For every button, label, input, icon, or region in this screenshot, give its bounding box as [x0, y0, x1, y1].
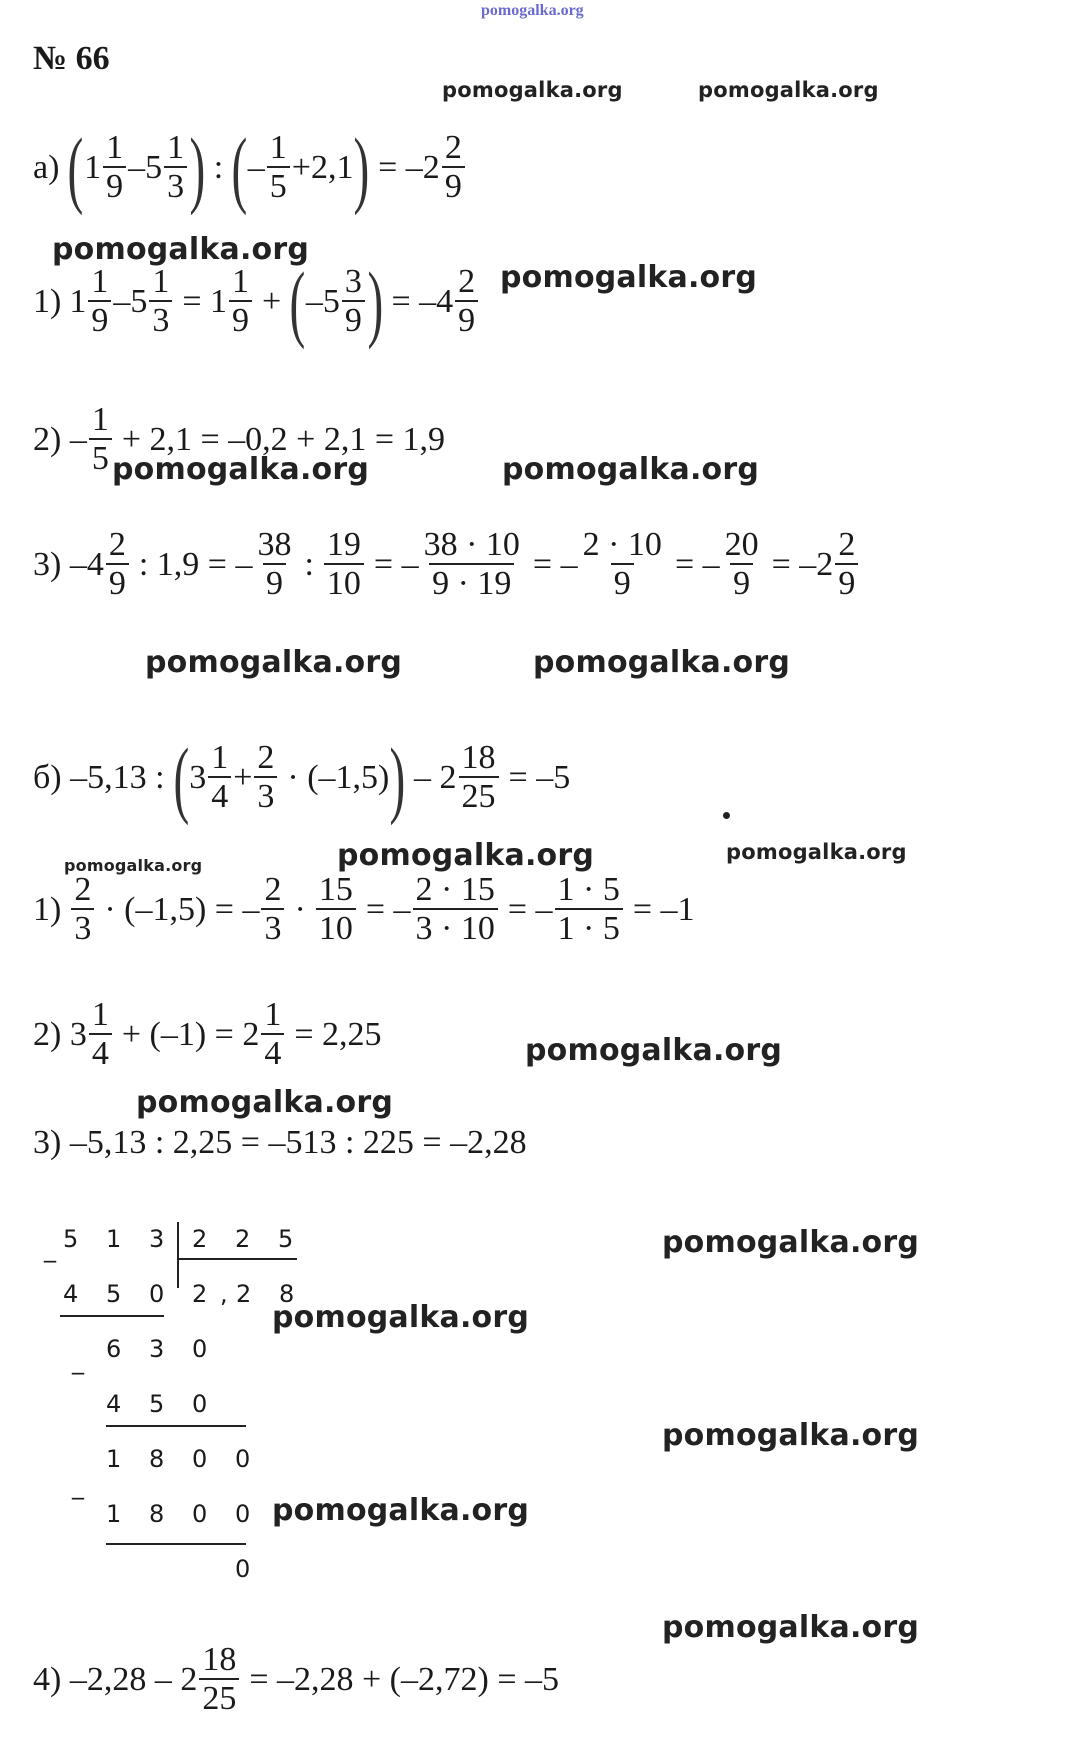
- subtract-row: 4 5 0: [63, 1280, 165, 1308]
- watermark: pomogalka.org: [442, 78, 623, 102]
- term: –: [247, 149, 265, 186]
- fraction: $\frac{20}{9}$: [724, 526, 759, 603]
- part-b-step-1: 1) $\frac{2}{3}$ · (–1,5) = – $\frac{2}{3}$ · $\frac{15}{10}$ = – $\frac{2 \cdot 15}{3 \cdot 10}$ = – $\frac{1 \cdot 5}{1 \cdot 5}$ = –1: [33, 871, 695, 948]
- paren-open: (: [67, 119, 84, 216]
- fraction: $\frac{2}{9}$: [106, 527, 129, 602]
- step-label: 4) –2,28 – 2: [33, 1661, 198, 1698]
- fraction: $\frac{2}{3}$: [254, 740, 277, 815]
- watermark: pomogalka.org: [698, 78, 879, 102]
- watermark: pomogalka.org: [533, 645, 791, 680]
- fraction: $\frac{19}{10}$: [324, 527, 364, 602]
- step-label: 3) –4: [33, 546, 104, 583]
- watermark: pomogalka.org: [136, 1085, 394, 1120]
- paren-open: (: [289, 253, 306, 350]
- dividend: 5 1 3: [63, 1225, 165, 1253]
- watermark: pomogalka.org: [272, 1300, 530, 1335]
- minus-sign: _: [44, 1235, 56, 1263]
- fraction: $\frac{1}{3}$: [164, 130, 187, 205]
- fraction: $\frac{1}{5}$: [267, 130, 290, 205]
- paren-close: ): [353, 119, 370, 216]
- site-watermark-top: pomogalka.org: [481, 2, 584, 19]
- subtract-row: 4 5 0: [106, 1390, 208, 1418]
- fraction: $\frac{2}{3}$: [71, 872, 94, 947]
- watermark: pomogalka.org: [726, 840, 907, 864]
- part-b-expression: б) –5,13 : ( 3 $\frac{1}{4}$ + $\frac{2}{3}$ · (–1,5) ) – 2 $\frac{18}{25}$ = –5: [33, 729, 571, 826]
- fraction: $\frac{18}{25}$: [459, 740, 499, 815]
- division-bar: [177, 1222, 179, 1288]
- fraction: $\frac{1}{4}$: [89, 997, 112, 1072]
- rule: [106, 1543, 246, 1545]
- fraction: $\frac{1}{9}$: [103, 130, 126, 205]
- watermark: pomogalka.org: [145, 645, 403, 680]
- part-b-step-3: 3) –5,13 : 2,25 = –513 : 225 = –2,28: [33, 1124, 527, 1161]
- term: = –2: [378, 149, 440, 186]
- watermark: pomogalka.org: [500, 260, 758, 295]
- watermark: pomogalka.org: [662, 1418, 920, 1453]
- fraction: $\frac{3}{9}$: [342, 264, 365, 339]
- fraction: $\frac{1}{9}$: [88, 264, 111, 339]
- operator: :: [213, 149, 224, 186]
- fraction: $\frac{2}{9}$: [835, 527, 858, 602]
- fraction: $\frac{2 \cdot 10}{9}$: [582, 526, 662, 603]
- watermark: pomogalka.org: [52, 232, 310, 267]
- fraction: $\frac{38}{9}$: [257, 526, 292, 603]
- paren-open: (: [231, 119, 248, 216]
- step-label: 2) –: [33, 421, 87, 458]
- fraction: $\frac{38 \cdot 10}{9 \cdot 19}$: [423, 526, 520, 603]
- term: –5: [128, 149, 163, 186]
- final-remainder: 0: [235, 1555, 251, 1583]
- fraction: $\frac{2}{9}$: [442, 130, 465, 205]
- part-a-step-2: 2) – $\frac{1}{5}$ + 2,1 = –0,2 + 2,1 = 1,9: [33, 401, 446, 478]
- dot-mark: [723, 812, 730, 819]
- part-b-step-2: 2) 3 $\frac{1}{4}$ + (–1) = 2 $\frac{1}{4}$ = 2,25: [33, 996, 382, 1073]
- fraction: $\frac{1}{4}$: [261, 997, 284, 1072]
- term: +2,1: [291, 149, 354, 186]
- part-a-expression: [33, 119, 467, 216]
- part-a-step-1: 1) 1 $\frac{1}{9}$ –5 $\frac{1}{3}$ = 1 $\frac{1}{9}$ + ( –5 $\frac{3}{9}$ ) = –4 $\frac{2}{9}$: [33, 262, 480, 342]
- rule: [60, 1315, 164, 1317]
- watermark: pomogalka.org: [662, 1610, 920, 1645]
- watermark: pomogalka.org: [525, 1033, 783, 1068]
- fraction: $\frac{2}{9}$: [455, 264, 478, 339]
- fraction: $\frac{2 \cdot 15}{3 \cdot 10}$: [413, 872, 498, 947]
- fraction: $\frac{1 \cdot 5}{1 \cdot 5}$: [555, 872, 623, 947]
- task-number: № 66: [33, 40, 110, 77]
- division-bar: [177, 1258, 297, 1260]
- subtract-row: 1 8 0 0: [106, 1500, 251, 1528]
- fraction: $\frac{1}{3}$: [149, 264, 172, 339]
- remainder-row: 6 3 0: [106, 1335, 208, 1363]
- part-b-label: б) –5,13 :: [33, 759, 165, 796]
- watermark: pomogalka.org: [502, 452, 760, 487]
- paren-close: ): [389, 729, 406, 826]
- minus-sign: _: [72, 1347, 84, 1375]
- watermark: pomogalka.org: [64, 856, 203, 875]
- watermark: pomogalka.org: [337, 838, 595, 873]
- fraction: $\frac{1}{5}$: [89, 402, 112, 477]
- part-b-step-4: 4) –2,28 – 2 $\frac{18}{25}$ = –2,28 + (–2,72) = –5: [33, 1641, 559, 1718]
- term: 1: [84, 149, 102, 186]
- watermark: pomogalka.org: [112, 452, 370, 487]
- paren-open: (: [173, 729, 189, 826]
- paren-close: ): [367, 253, 384, 350]
- fraction: $\frac{2}{3}$: [261, 872, 284, 947]
- watermark: pomogalka.org: [272, 1493, 530, 1528]
- remainder-row: 1 8 0 0: [106, 1445, 251, 1473]
- divisor: 2 2 5: [192, 1225, 294, 1253]
- fraction: $\frac{1}{4}$: [208, 740, 231, 815]
- step-label: 1): [33, 891, 62, 928]
- watermark: pomogalka.org: [662, 1225, 920, 1260]
- step-label: 2) 3: [33, 1016, 87, 1053]
- quotient: 2 , 2 8: [192, 1280, 295, 1308]
- part-a-step-3: 3) –4 $\frac{2}{9}$ : 1,9 = – $\frac{38}{9}$ : $\frac{19}{10}$ = – $\frac{38 \cdot 10}{9 \cdot 19}$ = – $\frac{2 \cdot 10}{9}$ = – $\frac{20}{9}$ = –2 $\frac{2}{9}$: [33, 525, 860, 605]
- minus-sign: _: [72, 1472, 84, 1500]
- paren-close: ): [189, 119, 206, 216]
- step-label: 1): [33, 283, 62, 320]
- fraction: $\frac{1}{9}$: [229, 264, 252, 339]
- fraction: $\frac{18}{25}$: [199, 1642, 239, 1717]
- part-a-label: а): [33, 149, 60, 186]
- fraction: $\frac{15}{10}$: [316, 872, 356, 947]
- rule: [106, 1425, 246, 1427]
